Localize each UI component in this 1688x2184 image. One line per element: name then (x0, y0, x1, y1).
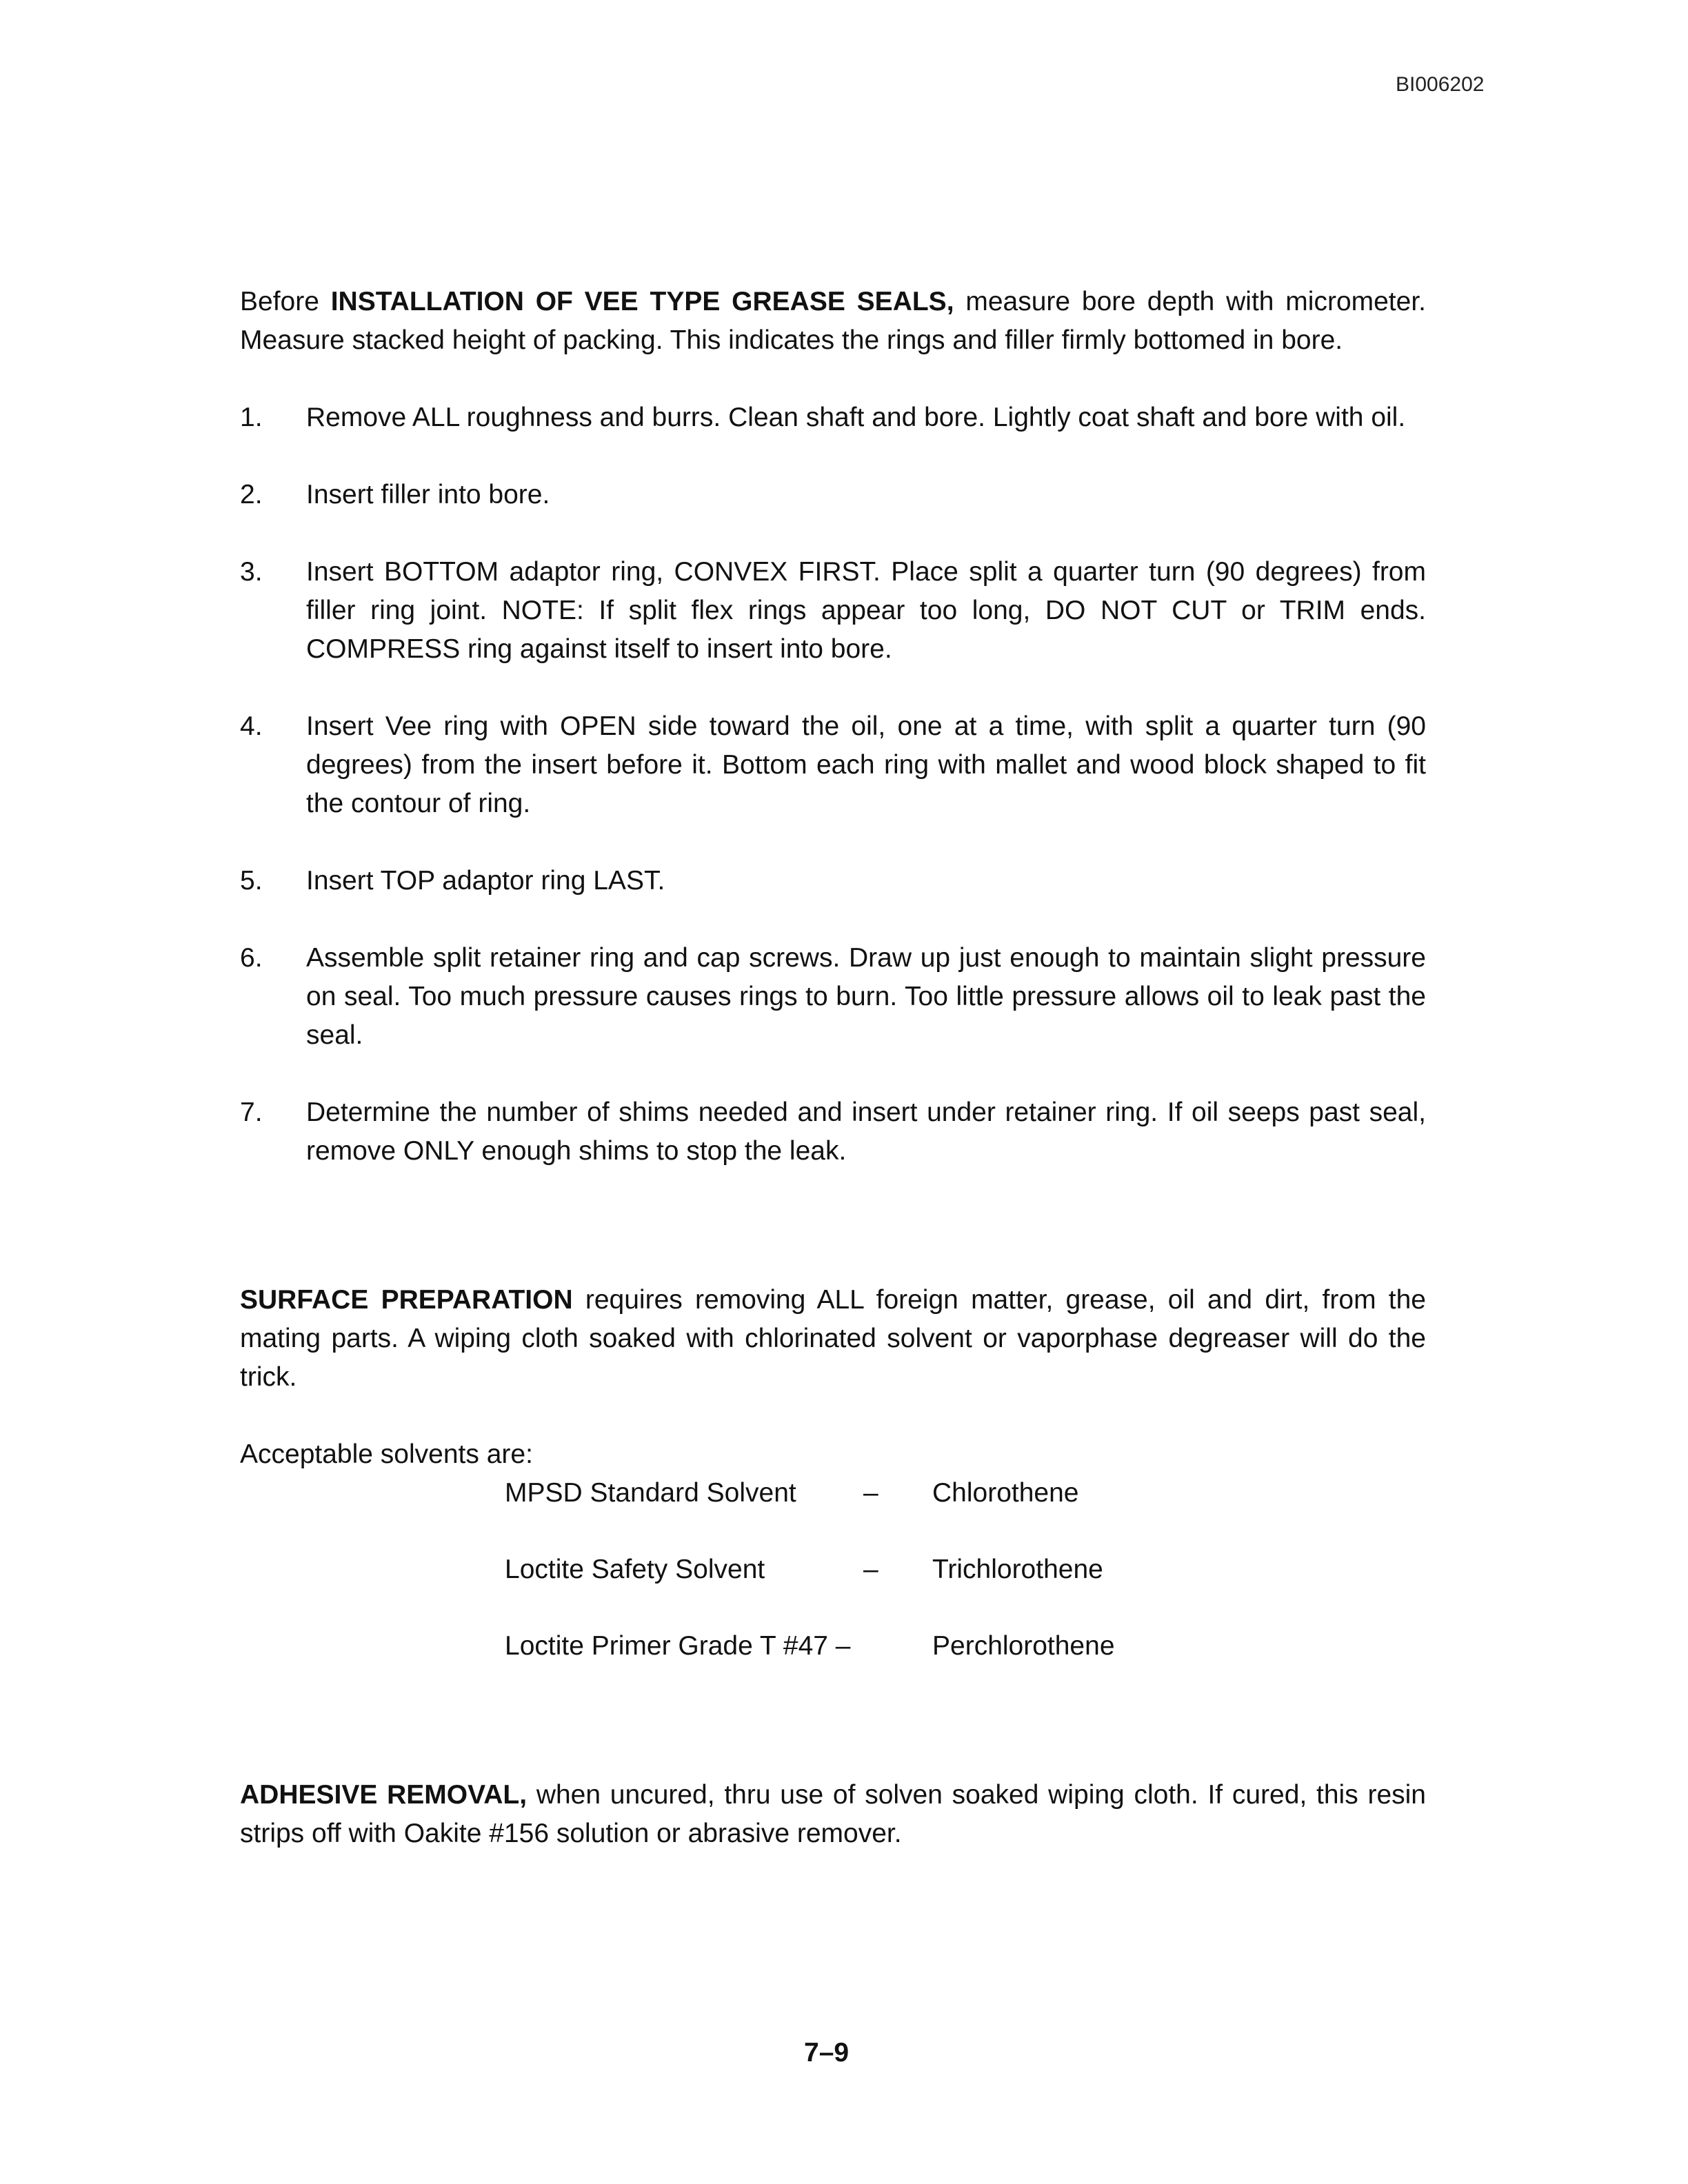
step-text: Remove ALL roughness and burrs. Clean shaft and bore. Lightly coat shaft and bore with oil. (306, 403, 1406, 432)
step-number: 4. (240, 711, 263, 741)
solvent-name: Loctite Safety Solvent (505, 1555, 765, 1584)
intro-heading: INSTALLATION OF VEE TYPE GREASE SEALS, (330, 287, 954, 316)
step-number: 6. (240, 943, 263, 973)
step-number: 5. (240, 866, 263, 896)
step-text: Insert TOP adaptor ring LAST. (306, 866, 665, 896)
surface-preparation-paragraph (240, 1281, 1426, 1397)
step-text: Insert filler into bore. (306, 480, 550, 509)
step-item (240, 553, 1426, 669)
step-item (240, 939, 1426, 1055)
step-item (240, 476, 1426, 514)
solvent-dash: – (863, 1555, 878, 1584)
solvent-dash: – (863, 1478, 878, 1508)
solvent-row (505, 1550, 1426, 1589)
solvents-label: Acceptable solvents are: (240, 1439, 533, 1469)
intro-lead: Before (240, 287, 331, 316)
intro-paragraph (240, 283, 1426, 360)
surface-heading: SURFACE PREPARATION (240, 1285, 573, 1315)
solvent-chemical: Chlorothene (932, 1478, 1079, 1508)
page-number: 7–9 (804, 2038, 850, 2067)
surface-text: requires removing ALL foreign matter, grease, oil and dirt, from the mating parts. A wiping cloth soaked with chlorinated solvent or vaporphase degreaser will do the trick. (240, 1285, 1426, 1392)
step-number: 3. (240, 557, 263, 587)
intro-text: measure bore depth with micrometer. Measure stacked height of packing. This indicates the rings and filler firmly bottomed in bore. (240, 287, 1427, 355)
page-body (240, 283, 1426, 1853)
step-number: 1. (240, 403, 263, 432)
step-item (240, 707, 1426, 823)
step-number: 7. (240, 1098, 263, 1127)
document-id: BI006202 (1396, 73, 1485, 96)
installation-steps (240, 398, 1426, 1171)
solvent-row (505, 1627, 1426, 1666)
adhesive-text: when uncured, thru use of solven soaked wiping cloth. If cured, this resin strips off with Oakite #156 solution or abrasive remover. (240, 1780, 1426, 1848)
solvent-chemical: Perchlorothene (932, 1631, 1115, 1661)
adhesive-heading: ADHESIVE REMOVAL, (240, 1780, 528, 1810)
solvent-name: MPSD Standard Solvent (505, 1478, 796, 1508)
solvents-table (505, 1474, 1426, 1666)
step-number: 2. (240, 480, 263, 509)
adhesive-removal-paragraph (240, 1776, 1426, 1853)
solvent-row (505, 1474, 1426, 1513)
solvent-name: Loctite Primer Grade T #47 – (505, 1631, 851, 1661)
step-text: Insert Vee ring with OPEN side toward the oil, one at a time, with split a quarter turn (90 degrees) from the insert before it. Bottom each ring with mallet and wood block shaped to fit the contour of ring. (306, 711, 1426, 818)
step-text: Assemble split retainer ring and cap screws. Draw up just enough to maintain slight pressure on seal. Too much pressure causes rings to burn. Too little pressure allows oil to leak past the seal. (306, 943, 1426, 1050)
step-item (240, 1093, 1426, 1171)
step-item (240, 398, 1426, 437)
solvent-dash (863, 1627, 932, 1666)
step-text: Determine the number of shims needed and insert under retainer ring. If oil seeps past seal, remove ONLY enough shims to stop the leak. (306, 1098, 1426, 1166)
solvent-chemical: Trichlorothene (932, 1555, 1103, 1584)
step-text: Insert BOTTOM adaptor ring, CONVEX FIRST. Place split a quarter turn (90 degrees) from filler ring joint. NOTE: If split flex rings appear too long, DO NOT CUT or TRIM ends. COMPRESS ring against itself to insert into bore. (306, 557, 1426, 664)
step-item (240, 862, 1426, 900)
